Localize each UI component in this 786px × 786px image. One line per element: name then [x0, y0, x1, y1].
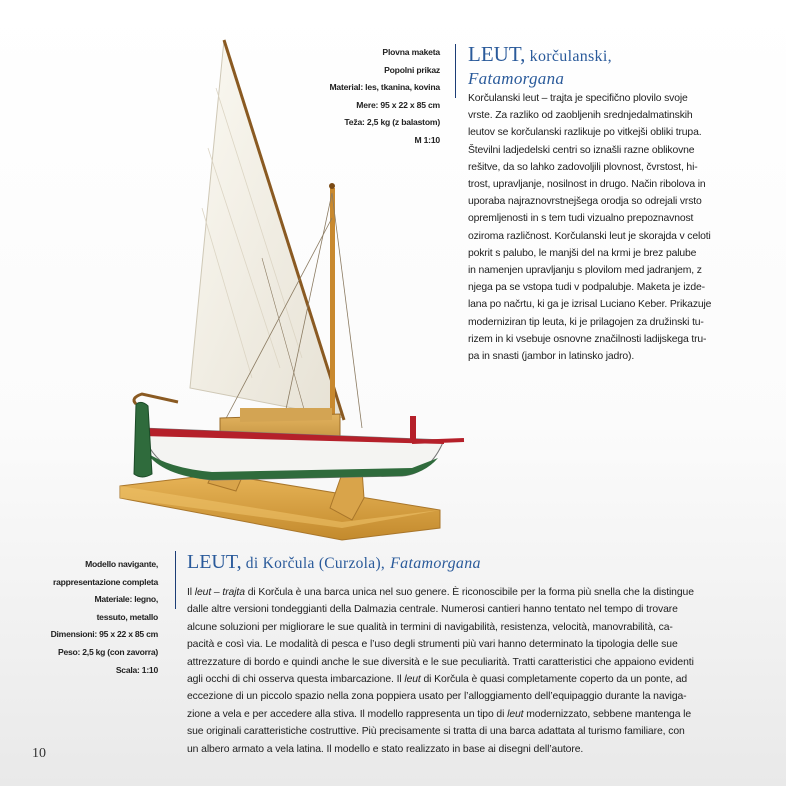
title-boat-name: Fatamorgana [390, 555, 481, 572]
text-line: leutov se korčulanski razlikuje po vitkejši obliki trupa. [468, 127, 702, 139]
title-main: LEUT, [187, 551, 242, 573]
text-line: pa in snasti (jambor in latinsko jadro). [468, 351, 635, 363]
text-line: oziroma različnost. Korčulanski leut je skorajda v celoti [468, 230, 711, 242]
slovene-body-text [468, 90, 770, 365]
title-main: LEUT, [468, 42, 526, 66]
spec-line: Plovna maketa [382, 47, 440, 57]
text-line: trost, upravljanje, nosilnost in drugo. Način ribolova in [468, 179, 706, 191]
divider-rule [455, 44, 456, 98]
text-line: zione a vela e per accedere alla stiva. Il modello rappresenta un tipo di leut modernizzato, sebbene mantenga le [187, 708, 692, 720]
title-place: Korčula [262, 555, 315, 572]
spec-line: Popolni prikaz [384, 64, 440, 75]
spec-line: Mere: 95 x 22 x 85 cm [356, 99, 440, 110]
title-sub: (Curzola), [314, 555, 386, 572]
text-line: Il leut – trajta di Korčula è una barca unica nel suo genere. È riconoscibile per la forma più snella che la distingue [187, 587, 694, 598]
divider-rule [175, 551, 176, 609]
text-line: pacità e così via. Le modalità di pesca e l’uso degli strumenti più vari hanno determinato la tipologia delle sue [187, 639, 678, 651]
italian-spec-list [30, 556, 158, 679]
text-line: dalle altre versioni tondeggianti della Dalmazia centrale. Numerosi cantieri hanno tentato nel tempo di trovare [187, 604, 678, 616]
text-line: opremljenosti in s tem tudi vizualno prepoznavnost [468, 213, 694, 225]
text-line: agli occhi di chi osserva questa imbarcazione. Il leut di Korčula è quasi completamente coperto da un ponte, ad [187, 674, 688, 686]
title-sub: korčulanski, [525, 48, 612, 65]
text-line: alcune soluzioni per migliorare le sue qualità in termini di navigabilità, resistenza, velocità, manovrabilità, ca- [187, 621, 673, 633]
spec-line: Peso: 2,5 kg (con zavorra) [57, 646, 158, 657]
title-boat-name: Fatamorgana [468, 69, 565, 88]
text-line: vrste. Za razliko od zaobljenih srednjedalmatinskih [468, 110, 693, 122]
text-line: rizem in ki vsebuje osnovne značilnosti ladijskega tru- [468, 333, 707, 345]
slovene-title [468, 44, 768, 89]
italian-title [187, 551, 777, 575]
text-line: Korčulanski leut – trajta je specifično plovilo svoje [468, 93, 688, 104]
text-line: moderniziran tip leuta, ki je prilagojen za družinski tu- [468, 316, 704, 328]
slovene-spec-list [250, 44, 440, 150]
text-line: attrezzature di bordo e quindi anche le sue diversità e le sue peculiarità. Tratti caratteristici che appaiono evidenti [187, 656, 694, 668]
text-line: Številni ladjedelski centri so iznašli razne oblikovne [468, 144, 695, 156]
spec-line: Materiale: legno, [94, 594, 158, 605]
text-line: pokrit s palubo, le manjši del na krmi je brez palube [468, 247, 697, 259]
text-line: uporaba najraznovrstnejšega orodja so odrejali vrsto [468, 196, 702, 208]
spec-line: Dimensioni: 95 x 22 x 85 cm [50, 629, 158, 640]
spec-line: rappresentazione completa [52, 576, 158, 587]
text-line: lana po načrtu, ki ga je izrisal Luciano Keber. Prikazuje [468, 299, 712, 311]
title-sub: di [241, 555, 263, 572]
spec-line: Scala: 1:10 [115, 664, 158, 675]
text-line: in namenjen upravljanju s plovilom med jadranjem, z [468, 265, 702, 277]
spec-line: Material: les, tkanina, kovina [329, 82, 440, 93]
spec-line: Teža: 2,5 kg (z balastom) [344, 117, 440, 128]
spec-line: tessuto, metallo [96, 611, 158, 622]
text-line: sue originali caratteristiche costruttive. Più precisamente si tratta di una barca adattata al turismo familiare, con [187, 726, 685, 738]
text-line: njega pa se vstopa tudi v podpalubje. Maketa je izde- [468, 282, 705, 294]
text-line: eccezione di un piccolo spazio nella zona poppiera usato per l’alloggiamento dell’equipaggio durante la naviga- [187, 691, 687, 703]
spec-line: Modello navigante, [85, 559, 158, 569]
page-number: 10 [32, 746, 46, 761]
text-line: un albero armato a vela latina. Il modello e stato realizzato in base ai disegni dell’autore. [187, 743, 584, 755]
italian-body-text [187, 584, 771, 758]
text-line: rešitve, da so lahko zadovoljili plovnost, čvrstost, hi- [468, 161, 698, 173]
spec-line: M 1:10 [414, 134, 440, 145]
